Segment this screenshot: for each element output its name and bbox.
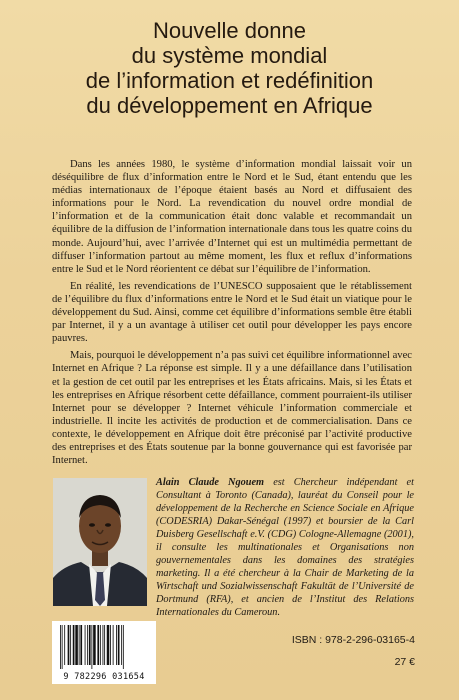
- summary-paragraph-2: En réalité, les revendications de l’UNESCO supposaient que le rétablissement de l’équilibre du flux d’informations entre le Nord et le Sud était un viatique pour le développement du Sud. Ainsi, comme cet équilibre d’informations semble être établi par Internet, il y a un avantage à utiliser cet outil pour développer les pays encore pauvres.: [52, 280, 412, 345]
- author-bio-text: est Chercheur indépendant et Consultant à Toronto (Canada), lauréat du Conseil pour le développement de la Recherche en Science Sociale en Afrique (CODESRIA) Dakar-Sénégal (1997) et boursier de la Carl Duisberg Gesellschaft e.V. (CDG) Cologne-Allemagne (2001), il consulte les multinationales et Organisations non gouvernementales dans les domaines des stratégies marketing. Il a été chercheur à la Chair de Marketing de la Wirtschaft und Sozialwissenschaft Fakultät de l’Université de Dortmund (RFA), et ancien de l’Institut des Relations Internationales du Cameroun.: [156, 477, 414, 619]
- book-title: [40, 18, 419, 118]
- barcode-digits: 9 782296 031654: [63, 672, 145, 682]
- summary-paragraph-3: Mais, pourquoi le développement n’a pas suivi cet équilibre informationnel avec Internet en Afrique ? La réponse est simple. Il y a une défaillance dans l’utilisation et la gestion de cet outil par les entreprises et les États africains. Mais, si les États et les entreprises en Afrique résorbent cette défaillance, comment pourraient-ils utiliser Internet pour se développer ? Internet véhicule l’information commerciale et industrielle. Il incite les activités de production et de commercialisation. Dans ce contexte, le développement en Afrique doit être préconisé par l’activité productive des entreprises et des États soutenue par la bonne gouvernance qui est favorisée par Internet.: [52, 350, 412, 467]
- barcode-bars: [60, 625, 148, 669]
- author-portrait-image: [53, 478, 147, 606]
- summary-paragraph-1: Dans les années 1980, le système d’information mondial laissait voir un déséquilibre de flux d’information entre le Nord et le Sud, étant entendu que les médias internationaux de l’époque étaient basés au Nord et diffusaient des informations pour le Nord. La revendication du nouvel ordre mondial de l’information et de la communication était donc valable et recommandait un équilibre de la diffusion de l’information internationale dans tous les quatre coins du monde. Aujourd’hui, avec l’arrivée d’Internet qui est un multimédia permettant de diffuser l’information partout au même moment, les flux et reflux d’informations entre le Sud et le Nord réorientent ce débat sur l’équilibre de l’information.: [52, 159, 412, 275]
- author-name: Alain Claude Ngouem: [156, 477, 265, 488]
- title-line-3: de l’information et redéfinition: [85, 68, 374, 93]
- author-biography: [156, 476, 414, 620]
- isbn-number: ISBN : 978-2-296-03165-4: [291, 634, 415, 646]
- title-line-2: du système mondial: [131, 43, 328, 68]
- title-line-4: du développement en Afrique: [86, 93, 373, 118]
- barcode: [52, 621, 156, 684]
- author-photo: [53, 478, 147, 606]
- price: 27 €: [394, 656, 415, 668]
- summary-text: [52, 158, 412, 471]
- title-line-1: Nouvelle donne: [153, 18, 306, 43]
